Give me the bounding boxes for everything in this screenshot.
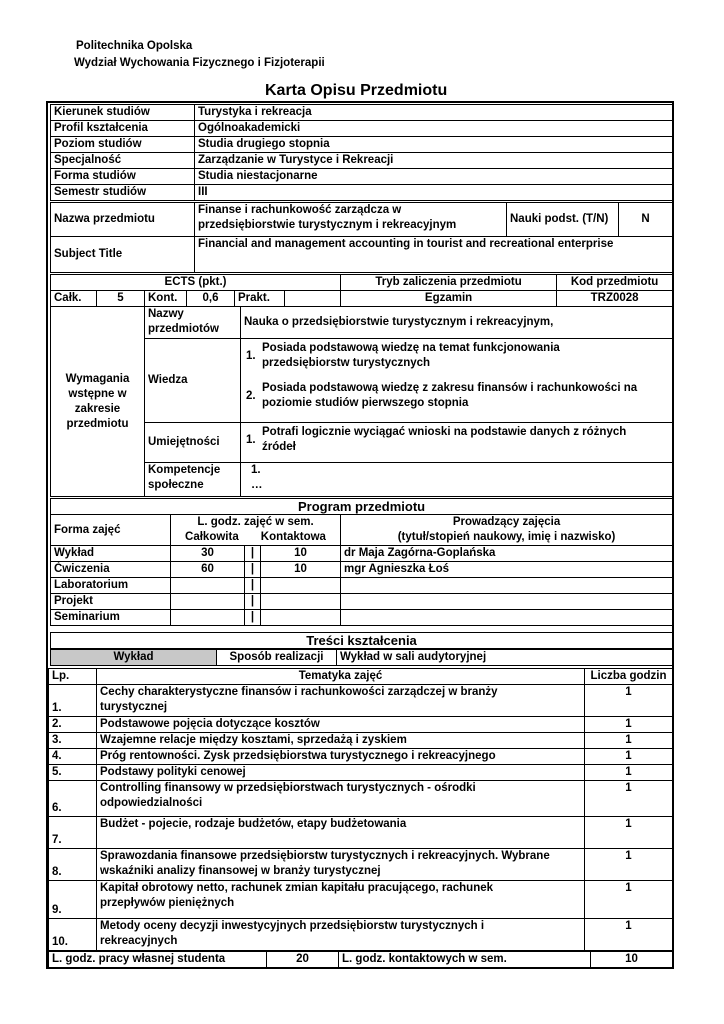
topic-number: 8. (49, 849, 97, 881)
class-type-label: Wykład (51, 649, 217, 666)
faculty-name: Wydział Wychowania Fizycznego i Fizjoterapii (74, 57, 325, 69)
topic-hours: 1 (585, 881, 673, 919)
topic-text: Kapitał obrotowy netto, rachunek zmian kapitału pracującego, rachunek przepływów pieniężnych (97, 881, 585, 919)
self-study-value: 20 (267, 952, 339, 968)
info-value: Studia niestacjonarne (195, 169, 673, 185)
method-value: Wykład w sali audytoryjnej (337, 649, 673, 666)
info-value: Ogólnoakademicki (195, 121, 673, 137)
subject-code-label: Kod przedmiotu (557, 275, 673, 291)
ects-table (50, 274, 673, 307)
topic-hours: 1 (585, 749, 673, 765)
ects-total-label: Całk. (51, 291, 97, 307)
prior-subjects-label: Nazwy przedmiotów (145, 307, 241, 339)
topic-hours: 1 (585, 717, 673, 733)
topic-text: Próg rentowności. Zysk przedsiębiorstwa turystycznego i rekreacyjnego (97, 749, 585, 765)
topic-text: Podstawowe pojęcia dotyczące kosztów (97, 717, 585, 733)
ects-total-value: 5 (97, 291, 145, 307)
teacher-header: Prowadzący zajęcia (tytuł/stopień naukowy, imię i nazwisko) (341, 515, 673, 546)
hours-total: 60 (171, 562, 245, 578)
topic-text: Controlling finansowy w przedsiębiorstwach turystycznych - ośrodki odpowiedzialności (97, 781, 585, 817)
requirements-table (50, 306, 673, 497)
content-header-table (50, 632, 673, 666)
form-name: Wykład (51, 546, 171, 562)
hours-contact: 10 (261, 562, 341, 578)
form-name: Laboratorium (51, 578, 171, 594)
subject-name-value: Finanse i rachunkowość zarządcza w przedsiębiorstwie turystycznym i rekreacyjnym (195, 203, 507, 237)
separator: | (245, 546, 261, 562)
topic-number: 6. (49, 781, 97, 817)
info-value: Studia drugiego stopnia (195, 137, 673, 153)
topic-number: 2. (49, 717, 97, 733)
content-section-title: Treści kształcenia (51, 633, 673, 650)
topic-text: Podstawy polityki cenowej (97, 765, 585, 781)
separator: | (245, 562, 261, 578)
ects-practical-label: Prakt. (235, 291, 285, 307)
separator: | (245, 578, 261, 594)
info-label: Forma studiów (51, 169, 195, 185)
topic-hours: 1 (585, 849, 673, 881)
form-name: Projekt (51, 594, 171, 610)
social-competence-label: Kompetencje społeczne (145, 463, 241, 497)
info-label: Profil kształcenia (51, 121, 195, 137)
ects-practical-value (285, 291, 341, 307)
requirements-label: Wymagania wstępne w zakresie przedmiotu (51, 307, 145, 497)
social-competence-items: 1. … (241, 463, 673, 497)
subject-code-value: TRZ0028 (557, 291, 673, 307)
hours-contact: 10 (261, 546, 341, 562)
topic-hours: 1 (585, 919, 673, 951)
info-label: Kierunek studiów (51, 105, 195, 121)
topic-hours: 1 (585, 765, 673, 781)
prior-subjects-value: Nauka o przedsiębiorstwie turystycznym i rekreacyjnym, (241, 307, 673, 339)
topic-hours: 1 (585, 733, 673, 749)
program-section-title: Program przedmiotu (51, 499, 673, 515)
skills-items: 1. Potrafi logicznie wyciągać wnioski na podstawie danych z różnych źródeł (241, 423, 673, 463)
teacher-name (341, 610, 673, 626)
topic-number: 3. (49, 733, 97, 749)
ects-contact-value: 0,6 (187, 291, 235, 307)
topic-number: 1. (49, 685, 97, 717)
assessment-mode-value: Egzamin (341, 291, 557, 307)
topic-text: Metody oceny decyzji inwestycyjnych przedsiębiorstw turystycznych i rekreacyjnych (97, 919, 585, 951)
topic-hours: 1 (585, 817, 673, 849)
contact-hours-label: L. godz. kontaktowych w sem. (339, 952, 591, 968)
teacher-name (341, 578, 673, 594)
ects-contact-label: Kont. (145, 291, 187, 307)
hours-contact (261, 610, 341, 626)
topic-text: Sprawozdania finansowe przedsiębiorstw turystycznych i rekreacyjnych. Wybrane wskaźniki analizy finansowej w branży turystycznej (97, 849, 585, 881)
study-info-table (50, 104, 673, 201)
teacher-name: dr Maja Zagórna-Goplańska (341, 546, 673, 562)
info-label: Semestr studiów (51, 185, 195, 201)
topics-table (48, 668, 673, 951)
teacher-name: mgr Agnieszka Łoś (341, 562, 673, 578)
subject-title-value: Financial and management accounting in tourist and recreational enterprise (195, 237, 673, 273)
hours-total (171, 610, 245, 626)
form-name: Seminarium (51, 610, 171, 626)
subject-table (50, 202, 673, 273)
self-study-label: L. godz. pracy własnej studenta (49, 952, 267, 968)
knowledge-label: Wiedza (145, 339, 241, 423)
totals-table (48, 951, 673, 968)
topic-number: 4. (49, 749, 97, 765)
hours-total (171, 578, 245, 594)
subject-name-label: Nazwa przedmiotu (51, 203, 195, 237)
basic-science-label: Nauki podst. (T/N) (507, 203, 619, 237)
method-label: Sposób realizacji (217, 649, 337, 666)
teacher-name (341, 594, 673, 610)
topic-text: Budżet - pojecie, rodzaje budżetów, etapy budżetowania (97, 817, 585, 849)
hours-total: 30 (171, 546, 245, 562)
basic-science-value: N (619, 203, 673, 237)
ects-label: ECTS (pkt.) (51, 275, 341, 291)
topic-hours: 1 (585, 781, 673, 817)
assessment-mode-label: Tryb zaliczenia przedmiotu (341, 275, 557, 291)
university-name: Politechnika Opolska (76, 40, 193, 52)
hours-contact (261, 594, 341, 610)
topic-hours: 1 (585, 685, 673, 717)
topic-text: Cechy charakterystyczne finansów i rachunkowości zarządczej w branży turystycznej (97, 685, 585, 717)
topic-header: Tematyka zajęć (97, 669, 585, 685)
info-label: Specjalność (51, 153, 195, 169)
hours-contact (261, 578, 341, 594)
knowledge-items: 1. Posiada podstawową wiedzę na temat funkcjonowania przedsiębiorstw turystycznych 2. Posiada podstawową wiedzę z zakresu finansów i rachunkowości na poziomie studiów pierwszego stopnia (241, 339, 673, 423)
info-value: III (195, 185, 673, 201)
topic-number: 10. (49, 919, 97, 951)
info-label: Poziom studiów (51, 137, 195, 153)
lp-header: Lp. (49, 669, 97, 685)
topic-number: 7. (49, 817, 97, 849)
info-value: Turystyka i rekreacja (195, 105, 673, 121)
contact-hours-value: 10 (591, 952, 673, 968)
topic-text: Wzajemne relacje między kosztami, sprzedażą i zyskiem (97, 733, 585, 749)
hours-total (171, 594, 245, 610)
program-table (50, 498, 673, 626)
topic-number: 9. (49, 881, 97, 919)
form-name: Ćwiczenia (51, 562, 171, 578)
info-value: Zarządzanie w Turystyce i Rekreacji (195, 153, 673, 169)
document-title: Karta Opisu Przedmiotu (265, 82, 448, 99)
subject-title-label: Subject Title (51, 237, 195, 273)
skills-label: Umiejętności (145, 423, 241, 463)
separator: | (245, 594, 261, 610)
topic-number: 5. (49, 765, 97, 781)
hours-header: L. godz. zajęć w sem. Całkowita Kontaktowa (171, 515, 341, 546)
separator: | (245, 610, 261, 626)
hours-header: Liczba godzin (585, 669, 673, 685)
form-label: Forma zajęć (51, 515, 171, 546)
